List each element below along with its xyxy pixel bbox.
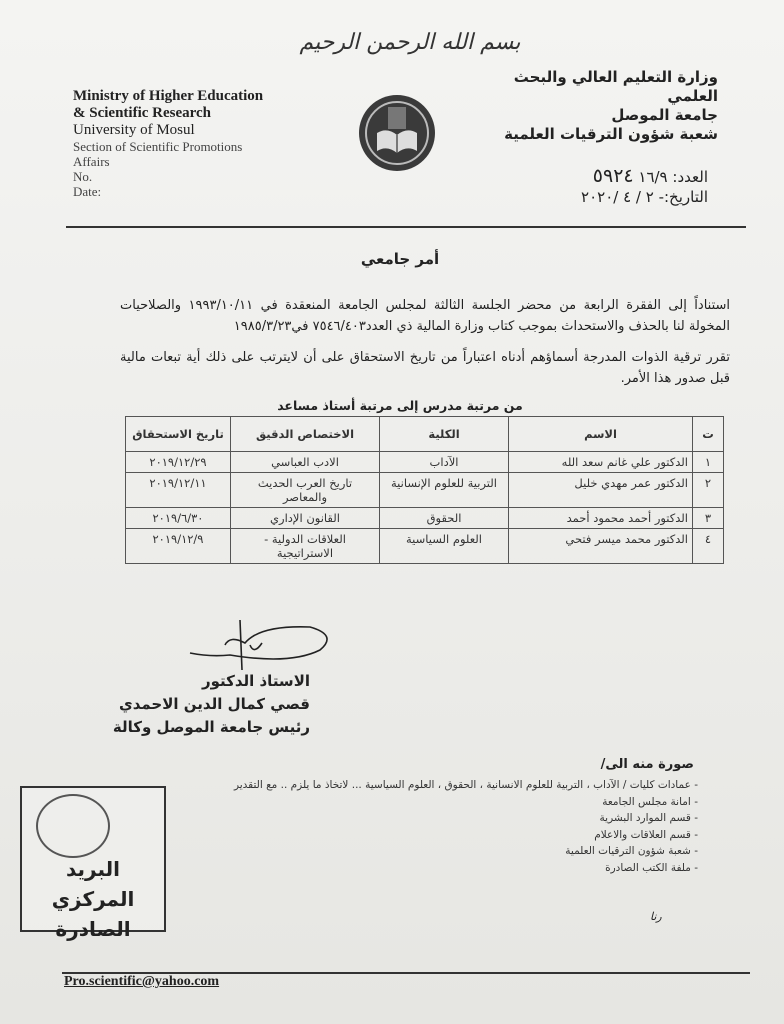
cc-item: - امانة مجلس الجامعة [138,794,698,811]
cell-college: الحقوق [380,508,509,529]
table-header-row [126,417,724,452]
cc-item: - شعبة شؤون الترقيات العلمية [138,843,698,860]
body-text [120,295,730,389]
cc-item: - قسم العلاقات والاعلام [138,827,698,844]
ar-section: شعبة شؤون الترقيات العلمية [504,125,718,143]
cell-name: الدكتور علي غانم سعد الله [509,452,693,473]
stamp-line-1: البريد المركزي [51,857,135,911]
cc-title: صورة منه الى/ [600,757,694,772]
ref-value: ١٦/٩ [638,168,668,186]
cell-due-date: ٢٠١٩/١٢/٩ [126,529,231,564]
cell-specialization: الادب العباسي [231,452,380,473]
table-row [126,452,724,473]
col-college: الكلية [380,417,509,452]
university-logo-icon [357,93,437,173]
cell-name: الدكتور محمد ميسر فتحي [509,529,693,564]
document-title: أمر جامعي [360,250,440,268]
en-affairs: Affairs [73,154,110,169]
cc-list [138,777,698,876]
cell-college: العلوم السياسية [380,529,509,564]
signer-name: قصي كمال الدين الاحمدي [118,695,310,713]
signer-position: رئيس جامعة الموصل وكالة [112,718,310,736]
table-row [126,473,724,508]
typist-initials: رنا [650,910,662,923]
cell-index: ١ [693,452,724,473]
ref-label: العدد: [672,168,708,186]
ar-university: جامعة الموصل [611,106,718,124]
en-research: & Scientific Research [73,105,212,121]
ar-ministry: وزارة التعليم العالي والبحث العلمي [513,68,718,105]
promotions-table [125,416,724,564]
cell-due-date: ٢٠١٩/٦/٣٠ [126,508,231,529]
cell-specialization: القانون الإداري [231,508,380,529]
en-ministry: Ministry of Higher Education [73,88,264,104]
central-mail-stamp [20,786,166,941]
basmala: بسم الله الرحمن الرحيم [299,30,521,55]
signature-icon [170,615,340,677]
body-paragraph-2: تقرر ترقية الذوات المدرجة أسماؤهم أدناه اعتباراً من تاريخ الاستحقاق على أن لايترتب على ذلك أية تبعات مالية قبل صدور هذا الأمر. [120,350,730,386]
date-label: التاريخ:- [658,188,708,206]
col-due-date: تاريخ الاستحقاق [126,417,231,452]
cell-index: ٢ [693,473,724,508]
cc-item: - عمادات كليات / الآداب ، التربية للعلوم الانسانية ، الحقوق ، العلوم السياسية ... لاتخاذ ما يلزم .. مع التقدير [138,777,698,794]
cell-college: الآداب [380,452,509,473]
table-caption: من مرتبة مدرس إلى مرتبة أستاذ مساعد [277,398,523,413]
table-row [126,529,724,564]
reference-block [468,166,708,207]
en-university: University of Mosul [73,122,195,138]
signer-block [110,670,310,739]
header-divider [66,226,746,228]
ref-handwritten: ٥٩٢٤ [592,165,634,187]
cell-name: الدكتور أحمد محمود أحمد [509,508,693,529]
cc-item: - ملفة الكتب الصادرة [138,860,698,877]
body-paragraph-1: استناداً إلى الفقرة الرابعة من محضر الجلسة الثالثة لمجلس الجامعة المنعقدة في ١٩٩٣/١٠/١١ والصلاحيات المخولة لنا بالحذف والاستحداث بموجب كتاب وزارة المالية ذي العدد٧٥٤٦/٤٠٣ في١٩٨٥/٣/٢٣ [120,298,731,334]
cell-specialization: تاريخ العرب الحديث والمعاصر [231,473,380,508]
signer-rank: الاستاذ الدكتور [201,672,310,690]
cc-item: - قسم الموارد البشرية [138,810,698,827]
col-name: الاسم [509,417,693,452]
en-no: No. [73,169,93,184]
cell-specialization: العلاقات الدولية - الاستراتيجية [231,529,380,564]
english-letterhead [73,88,353,199]
en-section: Section of Scientific Promotions [73,139,243,154]
col-index: ت [693,417,724,452]
ref-date-line [468,187,708,207]
stamp-seal-icon [36,794,110,858]
cell-index: ٤ [693,529,724,564]
footer-email[interactable]: Pro.scientific@yahoo.com [64,974,220,989]
stamp-text [22,854,164,944]
arabic-letterhead [468,68,718,144]
cell-due-date: ٢٠١٩/١٢/١١ [126,473,231,508]
table-row [126,508,724,529]
cell-due-date: ٢٠١٩/١٢/٢٩ [126,452,231,473]
en-date: Date: [73,184,102,199]
cell-college: التربية للعلوم الإنسانية [380,473,509,508]
ref-number-line [468,166,708,187]
cell-name: الدكتور عمر مهدي خليل [509,473,693,508]
date-value: ٢ / ٤ /٢٠٢٠ [581,188,654,206]
col-specialization: الاختصاص الدقيق [231,417,380,452]
stamp-line-2: الصادرة [55,917,131,941]
cell-index: ٣ [693,508,724,529]
